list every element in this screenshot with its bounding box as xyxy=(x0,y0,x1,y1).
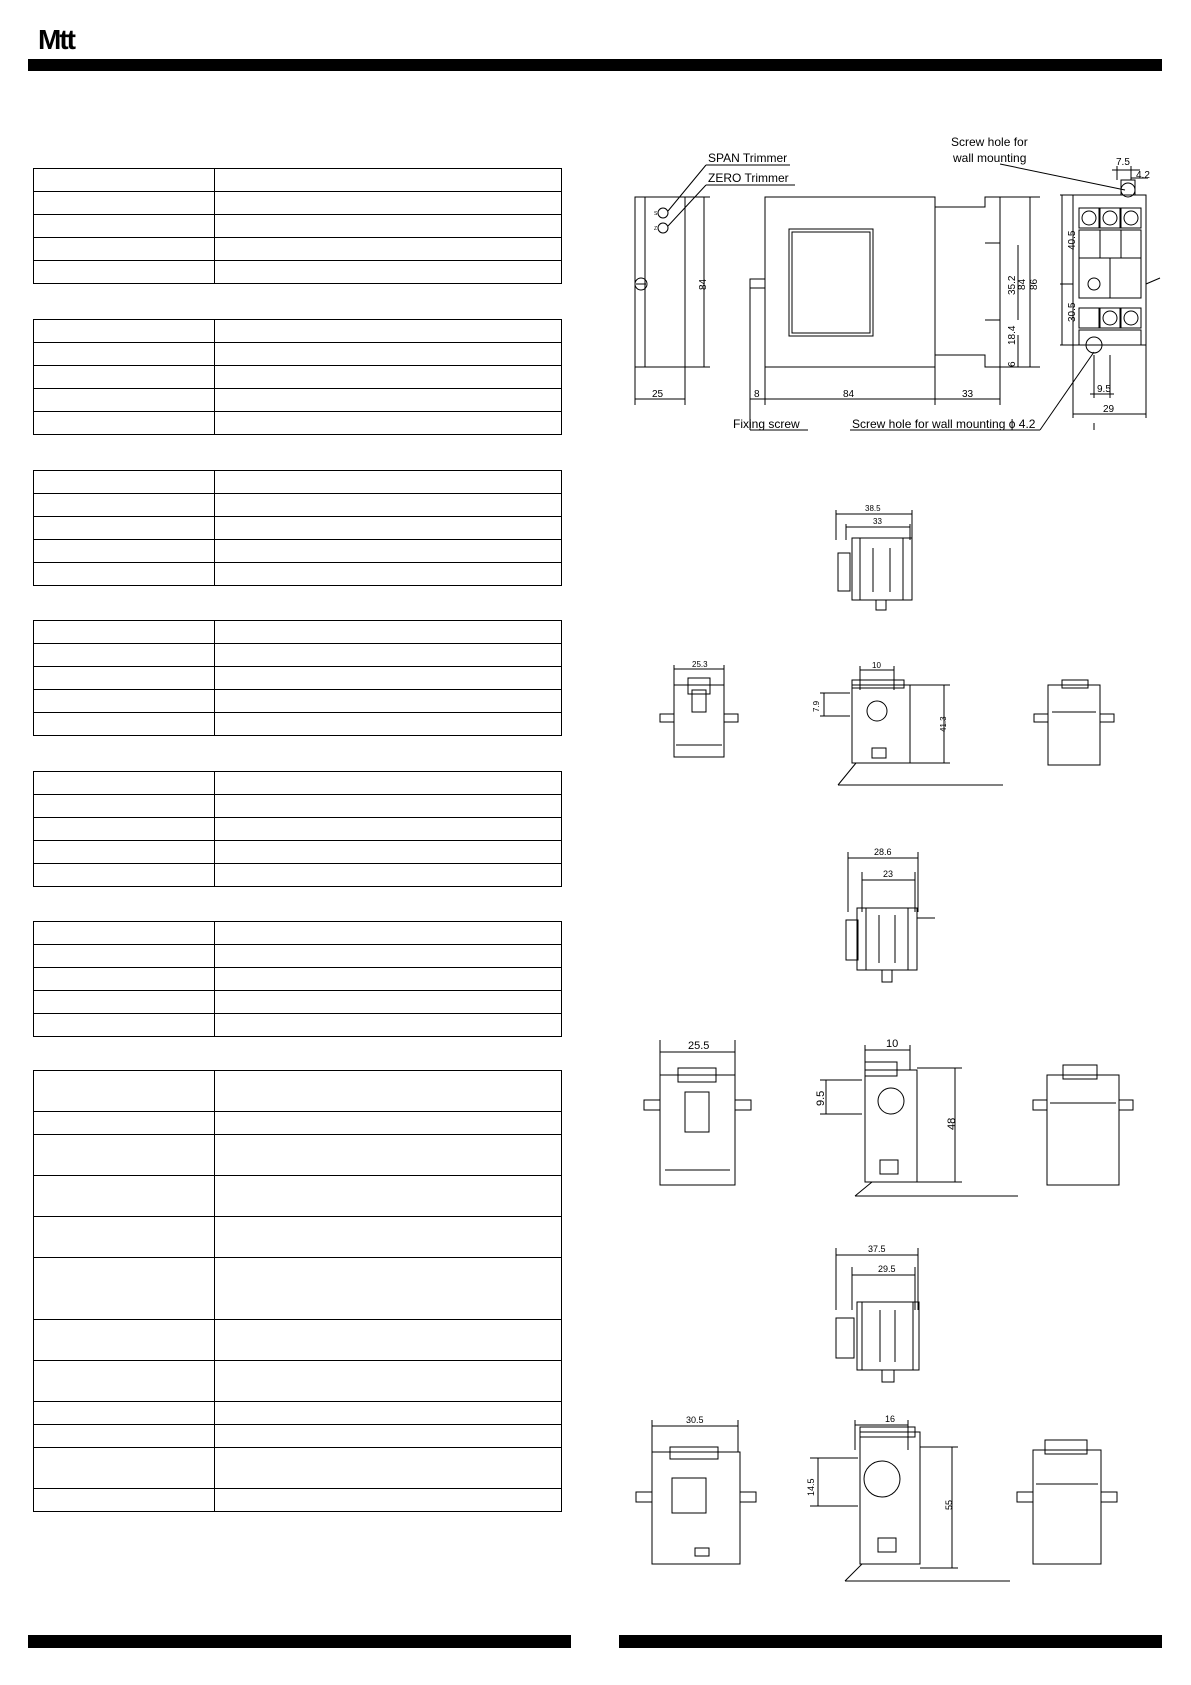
front-view-outline xyxy=(765,197,935,367)
dim-25: 25 xyxy=(652,389,664,400)
dim-8: 8 xyxy=(754,389,760,400)
ct2-top-w2: 23 xyxy=(883,869,894,879)
screw-hole-top-label-1: Screw hole for xyxy=(951,135,1028,149)
dim-35-2: 35.2 xyxy=(1007,275,1018,295)
ct3-front-h2: 55 xyxy=(944,1499,954,1510)
ct-sensor-2-drawing xyxy=(644,847,1133,1196)
ct1-front-h2: 41.3 xyxy=(939,716,948,732)
ct3-top-w2: 29.5 xyxy=(878,1264,896,1274)
dim-7-5: 7.5 xyxy=(1116,157,1130,168)
ct2-front-w: 10 xyxy=(886,1038,899,1050)
ct3-top-w1: 37.5 xyxy=(868,1244,886,1254)
ct3-front-h1: 14.5 xyxy=(806,1478,816,1496)
span-trimmer-icon xyxy=(658,208,668,218)
span-trimmer-label: SPAN Trimmer xyxy=(708,151,788,165)
dim-30-5: 30.5 xyxy=(1067,302,1078,322)
company-logo: Mtt xyxy=(38,24,74,55)
dim-40-5: 40.5 xyxy=(1067,230,1078,250)
zero-trimmer-label: ZERO Trimmer xyxy=(708,171,789,185)
zero-trimmer-icon xyxy=(658,223,668,233)
dim-33: 33 xyxy=(962,389,974,400)
ct1-front-w: 10 xyxy=(872,661,881,670)
dim-84-front: 84 xyxy=(843,389,855,400)
footer-bar-left xyxy=(28,1635,571,1648)
dim-6: 6 xyxy=(1007,361,1018,367)
ct3-front-w: 16 xyxy=(885,1414,896,1424)
fixing-screw-label: Fixing screw xyxy=(733,417,800,431)
ct1-top-w2: 33 xyxy=(873,517,882,526)
z-label: Z xyxy=(654,226,658,232)
screw-hole-bottom-label: Screw hole for wall mounting ϕ 4.2 xyxy=(852,417,1036,431)
ct-sensor-3-drawing xyxy=(636,1244,1117,1581)
s-label: S xyxy=(654,211,658,217)
ct1-side-w: 25.3 xyxy=(692,660,708,669)
ct2-front-h2: 48 xyxy=(946,1117,958,1130)
ct3-side-w: 30.5 xyxy=(686,1415,704,1425)
dim-18-4: 18.4 xyxy=(1007,325,1018,345)
dim-86: 86 xyxy=(1029,278,1040,290)
dim-29: 29 xyxy=(1103,404,1115,415)
dim-84-vert: 84 xyxy=(1017,278,1028,290)
ct2-side-w: 25.5 xyxy=(688,1040,710,1052)
side-view-outline xyxy=(635,197,685,367)
dim-4-2: 4.2 xyxy=(1136,170,1150,181)
screw-hole-top-label-2: wall mounting xyxy=(953,151,1027,165)
transducer-drawing xyxy=(635,135,1160,431)
ct-sensor-1-drawing xyxy=(660,504,1114,785)
dim-84-side: 84 xyxy=(698,278,709,290)
ct1-front-h1: 7.9 xyxy=(812,700,821,712)
ct1-top-w1: 38.5 xyxy=(865,504,881,513)
dim-9-5: 9.5 xyxy=(1097,384,1111,395)
footer-bar-right xyxy=(619,1635,1162,1648)
ct2-front-h1: 9.5 xyxy=(815,1090,827,1106)
ct2-top-w1: 28.6 xyxy=(874,847,892,857)
